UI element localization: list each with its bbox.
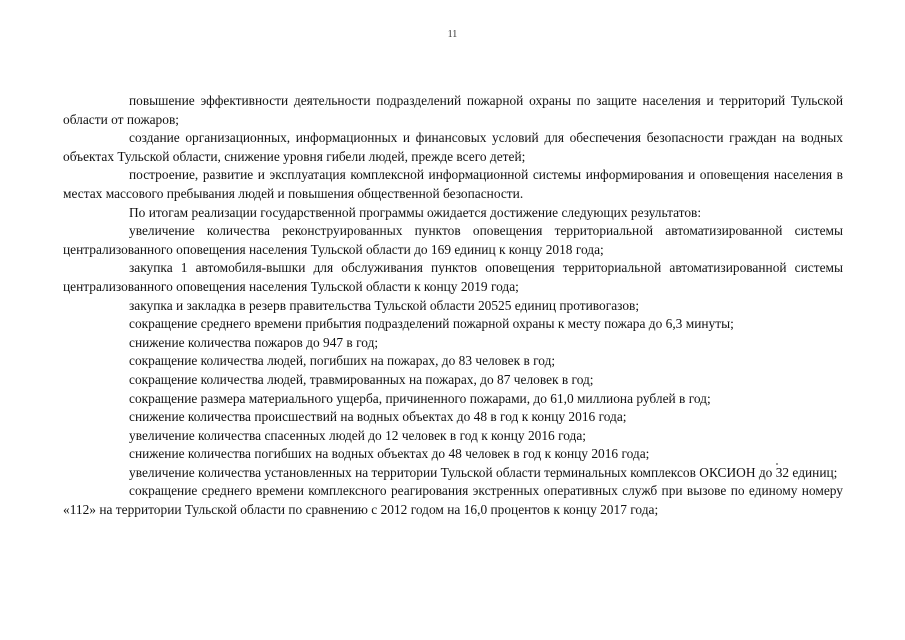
page-number: 11 [447, 29, 458, 40]
paragraph: построение, развитие и эксплуатация комплексной информационной системы информирования и оповещения населения в местах массового пребывания людей и повышения общественной безопасности. [63, 167, 843, 201]
paragraph: снижение количества пожаров до 947 в год; [129, 334, 379, 350]
paragraph: снижение количества происшествий на водных объектах до 48 в год к концу 2016 года; [129, 409, 627, 425]
paragraph: закупка 1 автомобиля-вышки для обслуживания пунктов оповещения территориальной автоматизированной системы централизованного оповещения населения Тульской области к концу 2019 года; [63, 260, 843, 294]
paragraph: сокращение среднего времени комплексного реагирования экстренных оперативных служб при вызове по единому номеру «112» на территории Тульской области по сравнению с 2012 годом на 16,0 процентов к концу 2017 года; [63, 483, 843, 518]
paragraph: закупка и закладка в резерв правительства Тульской области 20525 единиц противогазов; [129, 297, 640, 313]
paragraph: По итогам реализации государственной программы ожидается достижение следующих результатов: [129, 204, 702, 220]
scan-speck [776, 463, 778, 465]
paragraph: повышение эффективности деятельности подразделений пожарной охраны по защите населения и территорий Тульской области от пожаров; [63, 93, 843, 127]
paragraph: увеличение количества спасенных людей до 12 человек в год к концу 2016 года; [129, 427, 587, 443]
paragraph: сокращение среднего времени прибытия подразделений пожарной охраны к месту пожара до 6,3 минуты; [129, 316, 734, 332]
paragraph: увеличение количества реконструированных пунктов оповещения территориальной автоматизированной системы централизованного оповещения населения Тульской области до 169 единиц к концу 2018 года; [63, 223, 843, 257]
paragraph: создание организационных, информационных и финансовых условий для обеспечения безопасности граждан на водных объектах Тульской области, снижение уровня гибели людей, прежде всего детей; [63, 130, 843, 164]
paragraph: снижение количества погибших на водных объектах до 48 человек в год к концу 2016 года; [129, 446, 650, 462]
paragraph: сокращение размера материального ущерба, причиненного пожарами, до 61,0 миллиона рублей в год; [129, 390, 711, 406]
paragraph: увеличение количества установленных на территории Тульской области терминальных комплексов ОКСИОН до 32 единиц; [129, 464, 838, 480]
paragraph: сокращение количества людей, погибших на пожарах, до 83 человек в год; [129, 353, 556, 369]
paragraph: сокращение количества людей, травмированных на пожарах, до 87 человек в год; [129, 371, 594, 387]
document-body [63, 92, 843, 520]
